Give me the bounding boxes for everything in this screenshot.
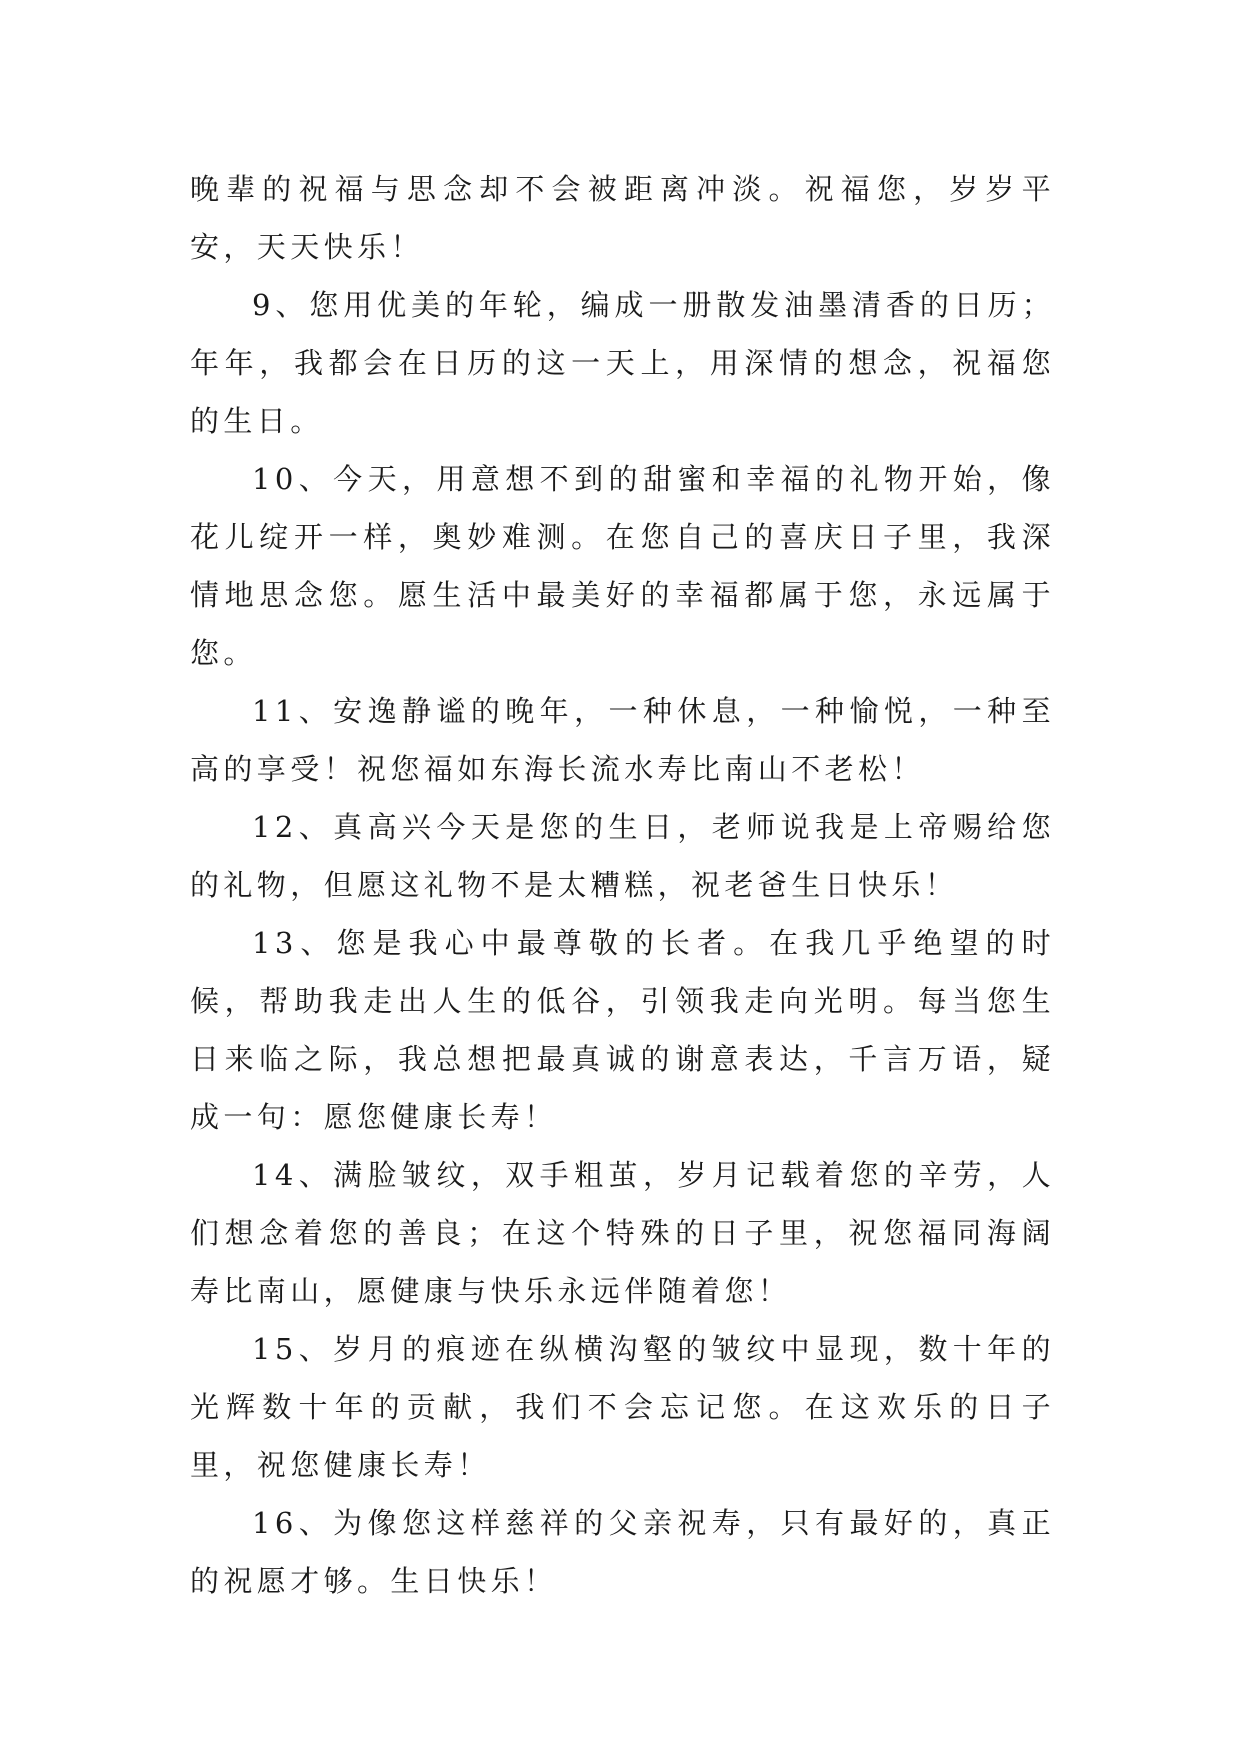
- paragraph-item-9: 9、您用优美的年轮，编成一册散发油墨清香的日历；年年，我都会在日历的这一天上，用深情的想念，祝福您的生日。: [190, 288, 1055, 438]
- paragraph-item-14: 14、满脸皱纹，双手粗茧，岁月记载着您的辛劳，人们想念着您的善良；在这个特殊的日子里，祝您福同海阔寿比南山，愿健康与快乐永远伴随着您！: [190, 1158, 1055, 1308]
- paragraph-item-13: 13、您是我心中最尊敬的长者。在我几乎绝望的时候，帮助我走出人生的低谷，引领我走向光明。每当您生日来临之际，我总想把最真诚的谢意表达，千言万语，疑成一句：愿您健康长寿！: [190, 926, 1055, 1134]
- paragraph-item-10: 10、今天，用意想不到的甜蜜和幸福的礼物开始，像花儿绽开一样，奥妙难测。在您自己的喜庆日子里，我深情地思念您。愿生活中最美好的幸福都属于您，永远属于您。: [190, 462, 1055, 670]
- document-body: [190, 160, 1055, 1610]
- paragraph-item-11: 11、安逸静谧的晚年，一种休息，一种愉悦，一种至高的享受！祝您福如东海长流水寿比南山不老松！: [190, 694, 1055, 786]
- paragraph-continuation: 晚辈的祝福与思念却不会被距离冲淡。祝福您，岁岁平安，天天快乐！: [190, 172, 1055, 264]
- paragraph-item-16: 16、为像您这样慈祥的父亲祝寿，只有最好的，真正的祝愿才够。生日快乐！: [190, 1506, 1055, 1598]
- paragraph-item-15: 15、岁月的痕迹在纵横沟壑的皱纹中显现，数十年的光辉数十年的贡献，我们不会忘记您。在这欢乐的日子里，祝您健康长寿！: [190, 1332, 1055, 1482]
- paragraph-item-12: 12、真高兴今天是您的生日，老师说我是上帝赐给您的礼物，但愿这礼物不是太糟糕，祝老爸生日快乐！: [190, 810, 1055, 902]
